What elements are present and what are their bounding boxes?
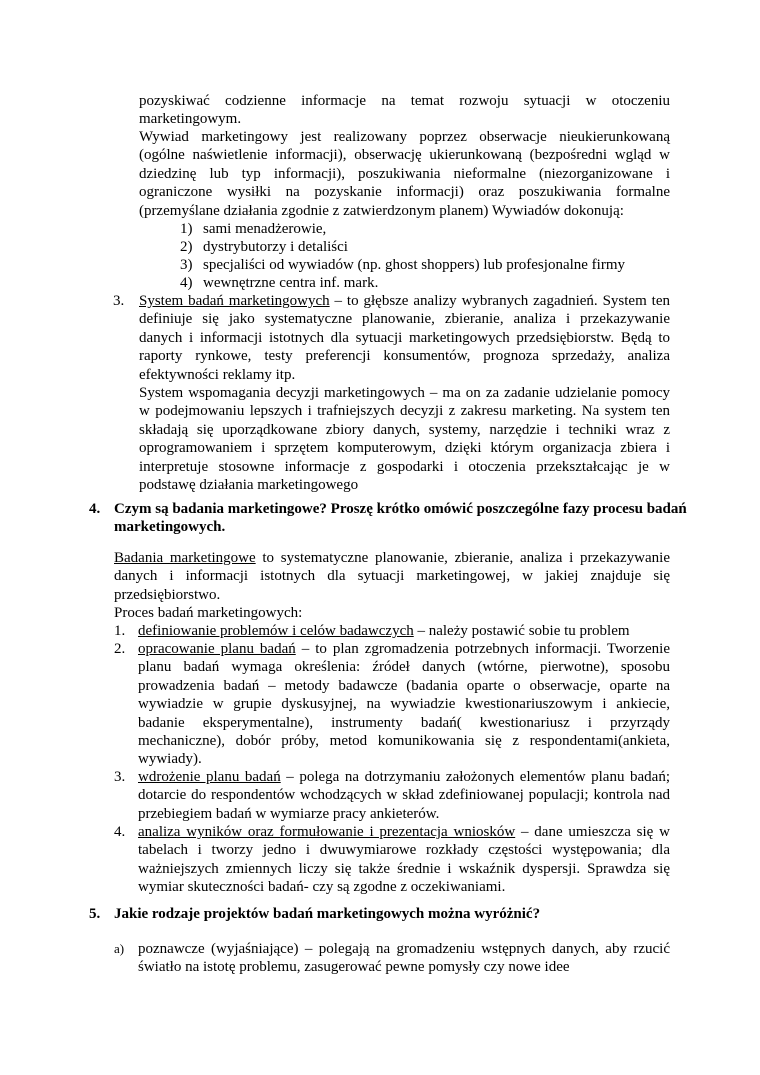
sublist-item: specjaliści od wywiadów (np. ghost shoppers) lub profesjonalne firmy [203, 257, 625, 273]
mdss-paragraph [139, 384, 670, 494]
intelligence-paragraph [139, 128, 670, 220]
text-line [138, 768, 670, 786]
text-line: dotarcie do respondentów wchodzących w skład zdefiniowanej populacji; kontrola nad [138, 787, 670, 804]
step-2 [138, 640, 670, 769]
step-3 [138, 768, 670, 823]
question-number: 5. [89, 906, 101, 922]
text-line: Wywiad marketingowy jest realizowany poprzez obserwacje nieukierunkowaną [139, 129, 670, 145]
intro-paragraph [139, 92, 670, 129]
text-line: definiuje się jako systematyczne planowanie, zbieranie, analiza i przekazywanie [139, 311, 670, 328]
text-line: wymiar skuteczności badań- czy są zgodne z oczekiwaniami. [138, 879, 506, 896]
sublist-number: 4) [180, 275, 193, 291]
text-line: podstawę działania marketingowego [139, 477, 359, 494]
text-line: (przemyślane działania zgodnie z zatwierdzonym planem) Wywiadów dokonują: [139, 202, 624, 219]
text-line: interpretuje stosowne informacje z gospodarki i otoczenia przekształcając je w [139, 458, 670, 475]
step-number: 3. [114, 769, 126, 785]
text-line: światło na istotę problemu, zasugerować pewne pomysły czy nowe idee [138, 959, 570, 976]
text-line: ważniejszych zmiennych liczy się także średnie i wskaźnik dyspersji. Sprawdza się [138, 860, 670, 877]
text-line [138, 823, 670, 841]
text-line: planu badań wymaga określenia: źródeł danych (wtórne, pierwotne), sposobu [138, 659, 670, 676]
text-line: oprogramowaniem i sprzętem komputerowym, dzięki którym organizacja zbiera i [139, 440, 670, 457]
sublist-number: 2) [180, 239, 193, 255]
item3-term: System badań marketingowych [139, 293, 330, 309]
step-number: 1. [114, 623, 126, 639]
list-letter: a) [114, 941, 125, 956]
step-number: 4. [114, 824, 126, 840]
text-line [139, 292, 670, 310]
text-line: System wspomagania decyzji marketingowych – ma on za zadanie udzielanie pomocy [139, 385, 670, 401]
sublist-item: sami menadżerowie, [203, 221, 327, 237]
definition-term: Badania marketingowe [114, 550, 256, 566]
text-line [114, 549, 670, 567]
step-term: analiza wyników oraz formułowanie i prezentacja wniosków [138, 824, 516, 840]
text-line: (ogólne naświetlenie informacji), obserwację ukierunkowaną (bezpośredni wgląd w [139, 147, 670, 164]
text-line: pozyskiwać codzienne informacje na temat rozwoju sytuacji w otoczeniu [139, 93, 670, 109]
process-label: Proces badań marketingowych: [114, 605, 303, 622]
text-line [138, 622, 670, 640]
text-line: danych i informacji istotnych dla sytuacji marketingowej, w jakiej znajduje się [114, 568, 670, 585]
text-line: przedsiębiorstwo. [114, 586, 221, 603]
step-term: opracowanie planu badań [138, 641, 296, 657]
step-rest: – dane umieszcza się w [515, 824, 670, 840]
text-line: marketingowych. [114, 519, 226, 536]
sublist-number: 3) [180, 257, 193, 273]
text-line: efektywności reklamy itp. [139, 366, 296, 383]
question-5-heading: Jakie rodzaje projektów badań marketingowych można wyróżnić? [114, 906, 541, 922]
step-term: wdrożenie planu badań [138, 769, 281, 785]
item3-paragraph [139, 292, 670, 384]
list-number: 3. [113, 293, 125, 309]
question-4-heading [114, 500, 687, 537]
item3-rest: – to głębsze analizy wybranych zagadnień. System ten [329, 293, 670, 309]
text-line: tabelach i tworzy jedno i dwuwymiarowe rozkłady częstości występowania; dla [138, 842, 670, 859]
text-line: mechaniczne), dobór próby, metod komunikowania się z respondentami(ankieta, [138, 733, 670, 750]
text-line: poznawcze (wyjaśniające) – polegają na gromadzeniu wstępnych danych, aby rzucić [138, 941, 670, 957]
definition-paragraph [114, 549, 670, 623]
text-line [138, 640, 670, 658]
text-line: marketingowym. [139, 111, 242, 128]
text-line: dziedzinę lub typ informacji), poszukiwania nieformalne (niezorganizowane i [139, 165, 670, 182]
text-line: ograniczone wysiłki na pozyskanie informacji) oraz poszukiwania formalne [139, 184, 670, 201]
step-rest: – polega na dotrzymaniu założonych elementów planu badań; [280, 769, 670, 785]
text-line: danych i informacji istotnych dla sytuacji marketingowych przedsiębiorstw. Będą to [139, 329, 670, 346]
sublist-item: wewnętrzne centra inf. mark. [203, 275, 379, 291]
definition-rest: to systematyczne planowanie, zbieranie, analiza i przekazywanie [255, 550, 670, 566]
text-line: badanie eksperymentalne), instrumenty badań( kwestionariusz i przyrządy [138, 714, 670, 731]
text-line: składają się uporządkowane zbiory danych, systemy, narzędzie i techniki wraz z [139, 421, 670, 438]
step-1 [138, 622, 670, 640]
sublist-item: dystrybutorzy i detaliści [203, 239, 348, 255]
text-line: wywiady). [138, 751, 202, 768]
text-line: prowadzenia badań – metody badawcze (badania oparte o obserwacje, oparte na [138, 677, 670, 694]
step-rest: – należy postawić sobie tu problem [413, 623, 630, 639]
text-line: w podejmowaniu lepszych i trafniejszych decyzji z zakresu marketing. Na system ten [139, 403, 670, 420]
text-line: raporty rynkowe, testy preferencji konsumentów, prognoza sprzedaży, analiza [139, 348, 670, 365]
step-term: definiowanie problemów i celów badawczych [138, 623, 414, 639]
text-line: wywiadzie w grupie dyskusyjnej, na wywiadzie kwestionariuszowym i ankiecie, [138, 696, 670, 713]
step-rest: – to plan zgromadzenia potrzebnych informacji. Tworzenie [295, 641, 670, 657]
sublist-number: 1) [180, 221, 193, 237]
text-line: Czym są badania marketingowe? Proszę krótko omówić poszczególne fazy procesu badań [114, 501, 687, 517]
question-number: 4. [89, 501, 101, 517]
step-4 [138, 823, 670, 897]
text-line: przebiegiem badań w wymiarze pracy ankieterów. [138, 805, 440, 822]
step-number: 2. [114, 641, 126, 657]
q5-item-a [138, 940, 670, 977]
